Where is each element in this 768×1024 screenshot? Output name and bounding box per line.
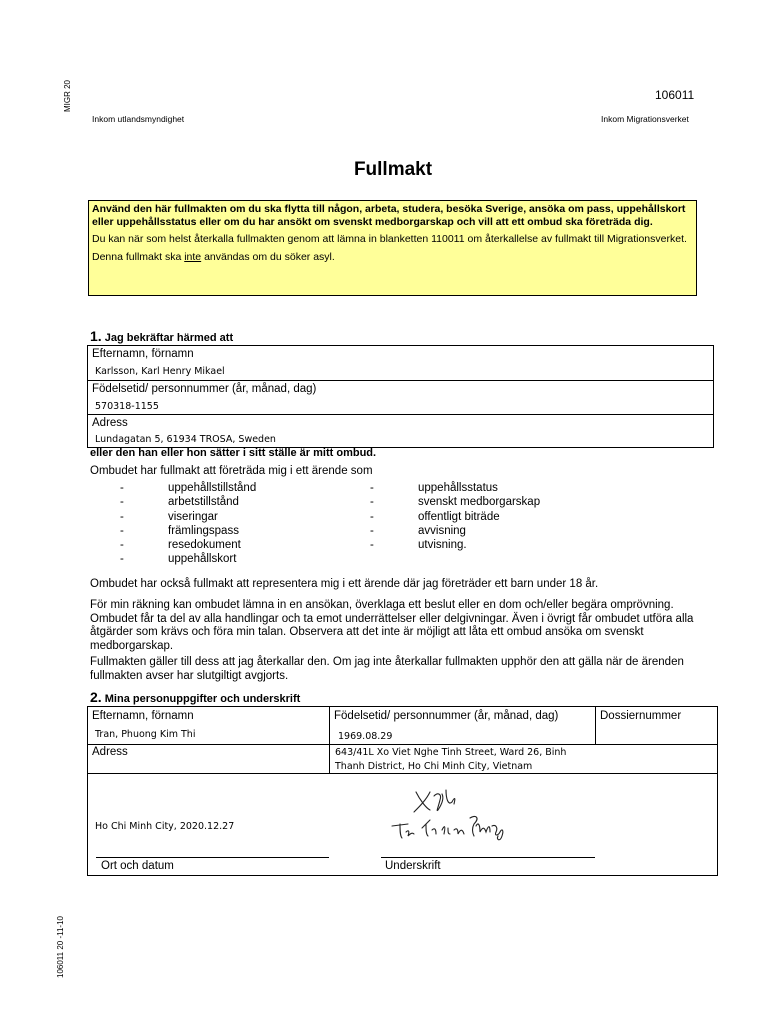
- s1-intro-text: Ombudet har fullmakt att företräda mig i ett ärende som: [90, 465, 373, 477]
- s1-name-label: Efternamn, förnamn: [92, 348, 194, 360]
- dash: -: [370, 524, 374, 537]
- paragraph-validity: Fullmakten gäller till dess att jag återkallar den. Om jag inte återkallar fullmakten upphör den att gälla när de ärenden fullmakten avser har slutgiltigt avgjorts.: [90, 656, 684, 682]
- dash: -: [120, 524, 124, 537]
- dash: -: [120, 539, 124, 552]
- section1-box: [87, 345, 714, 448]
- s2-name-value: Tran, Phuong Kim Thi: [95, 729, 196, 740]
- s2-name-label: Efternamn, förnamn: [92, 710, 194, 722]
- s2-dossier-label: Dossiernummer: [600, 710, 682, 722]
- list-item-label: avvisning: [418, 524, 466, 537]
- dash: -: [120, 482, 124, 494]
- list-item: [340, 524, 540, 538]
- divider: [329, 706, 330, 773]
- place-date-line: [96, 857, 329, 858]
- list-item: [90, 552, 256, 566]
- margin-top-code: MIGR 20: [63, 79, 72, 112]
- notice-asyl-prefix: Denna fullmakt ska: [92, 250, 185, 263]
- dash: -: [370, 482, 374, 494]
- dash: -: [370, 510, 374, 523]
- notice-box: [88, 200, 697, 296]
- s1-name-value: Karlsson, Karl Henry Mikael: [95, 366, 225, 377]
- signature-line: [381, 857, 595, 858]
- list-item: [90, 524, 256, 538]
- divider: [595, 706, 596, 744]
- paragraph-powers: För min räkning kan ombudet lämna in en ansökan, överklaga ett beslut eller en dom och/eller begära omprövning. Ombudet får ta del av alla handlingar och ta emot underrättelser eller delgivningar. Även i övrigt får ombudet utföra alla åtgärder som krävs och föra min talan. Observera att det inte är möjligt att låta ett ombud ansöka om svenskt medborgarskap.: [90, 599, 694, 652]
- list-item: [340, 510, 540, 524]
- s2-address-label: Adress: [92, 746, 128, 758]
- notice-bold-text: Använd den här fullmakten om du ska flytta till någon, arbeta, studera, besöka Sverige, ansöka om pass, uppehållskort eller uppehållsstatus eller om du har ansökt om svenskt medborgarskap och vill att ett ombud ska företräda dig.: [92, 203, 686, 228]
- list-item: [90, 481, 256, 495]
- dash: -: [120, 510, 124, 523]
- dash: -: [370, 496, 374, 509]
- matter-list-left: [90, 481, 256, 567]
- list-item-label: uppehållstillstånd: [168, 482, 257, 494]
- list-item: [340, 481, 540, 495]
- divider: [87, 773, 718, 774]
- s2-address-line2: Thanh District, Ho Chi Minh City, Vietnam: [335, 761, 533, 772]
- list-item-label: resedokument: [168, 539, 241, 552]
- paragraph-child-representation: Ombudet har också fullmakt att representera mig i ett ärende där jag företräder ett barn under 18 år.: [90, 578, 599, 590]
- dash: -: [370, 539, 374, 552]
- inbound-agency-label: Inkom Migrationsverket: [601, 114, 689, 124]
- s1-address-label: Adress: [92, 417, 128, 429]
- s2-place-date-label: Ort och datum: [101, 860, 174, 872]
- notice-asyl-text: [92, 251, 693, 264]
- divider: [87, 414, 714, 415]
- section2-heading: [90, 689, 300, 705]
- notice-revoke-text: Du kan när som helst återkalla fullmakten genom att lämna in blanketten 110011 om återkallelse av fullmakt till Migrationsverket.: [92, 233, 687, 245]
- list-item: [340, 538, 540, 552]
- list-item: [340, 495, 540, 509]
- s2-signature-label: Underskrift: [385, 860, 441, 872]
- s2-address-line1: 643/41L Xo Viet Nghe Tinh Street, Ward 26, Binh: [335, 747, 567, 758]
- signature-image: [380, 780, 520, 850]
- notice-asyl-underlined: inte: [184, 250, 202, 263]
- s1-after-box-text: eller den han eller hon sätter i sitt ställe är mitt ombud.: [90, 447, 377, 459]
- divider: [87, 380, 714, 381]
- s2-dob-label: Födelsetid/ personnummer (år, månad, dag): [334, 710, 559, 722]
- page-title: Fullmakt: [353, 159, 433, 180]
- divider: [87, 744, 718, 745]
- section2-number: 2.: [90, 689, 102, 705]
- s1-address-value: Lundagatan 5, 61934 TROSA, Sweden: [95, 434, 276, 445]
- s2-dob-value: 1969.08.29: [338, 731, 393, 742]
- s1-dob-value: 570318-1155: [95, 401, 159, 412]
- dash: -: [120, 553, 124, 566]
- list-item-label: uppehållskort: [168, 553, 237, 566]
- section1-number: 1.: [90, 328, 102, 344]
- inbound-embassy-label: Inkom utlandsmyndighet: [92, 114, 185, 124]
- list-item-label: viseringar: [168, 510, 218, 523]
- list-item-label: arbetstillstånd: [168, 496, 239, 509]
- dash: -: [120, 496, 124, 509]
- s2-place-date-value: Ho Chi Minh City, 2020.12.27: [95, 821, 235, 832]
- list-item-label: uppehållsstatus: [418, 482, 498, 494]
- list-item-label: främlingspass: [168, 524, 239, 537]
- list-item-label: offentligt biträde: [418, 510, 500, 523]
- list-item: [90, 538, 256, 552]
- form-number: 106011: [655, 88, 695, 102]
- list-item: [90, 495, 256, 509]
- list-item-label: utvisning.: [418, 539, 467, 552]
- section1-heading-text: Jag bekräftar härmed att: [104, 332, 234, 344]
- matter-list-right: [340, 481, 540, 552]
- notice-asyl-suffix: användas om du söker asyl.: [201, 250, 335, 263]
- margin-bottom-code: 106011 20 -11-10: [56, 916, 65, 978]
- s1-dob-label: Födelsetid/ personnummer (år, månad, dag): [92, 383, 317, 395]
- list-item: [90, 510, 256, 524]
- list-item-label: svenskt medborgarskap: [418, 496, 541, 509]
- section1-heading: [90, 328, 233, 344]
- section2-heading-text: Mina personuppgifter och underskrift: [104, 693, 301, 705]
